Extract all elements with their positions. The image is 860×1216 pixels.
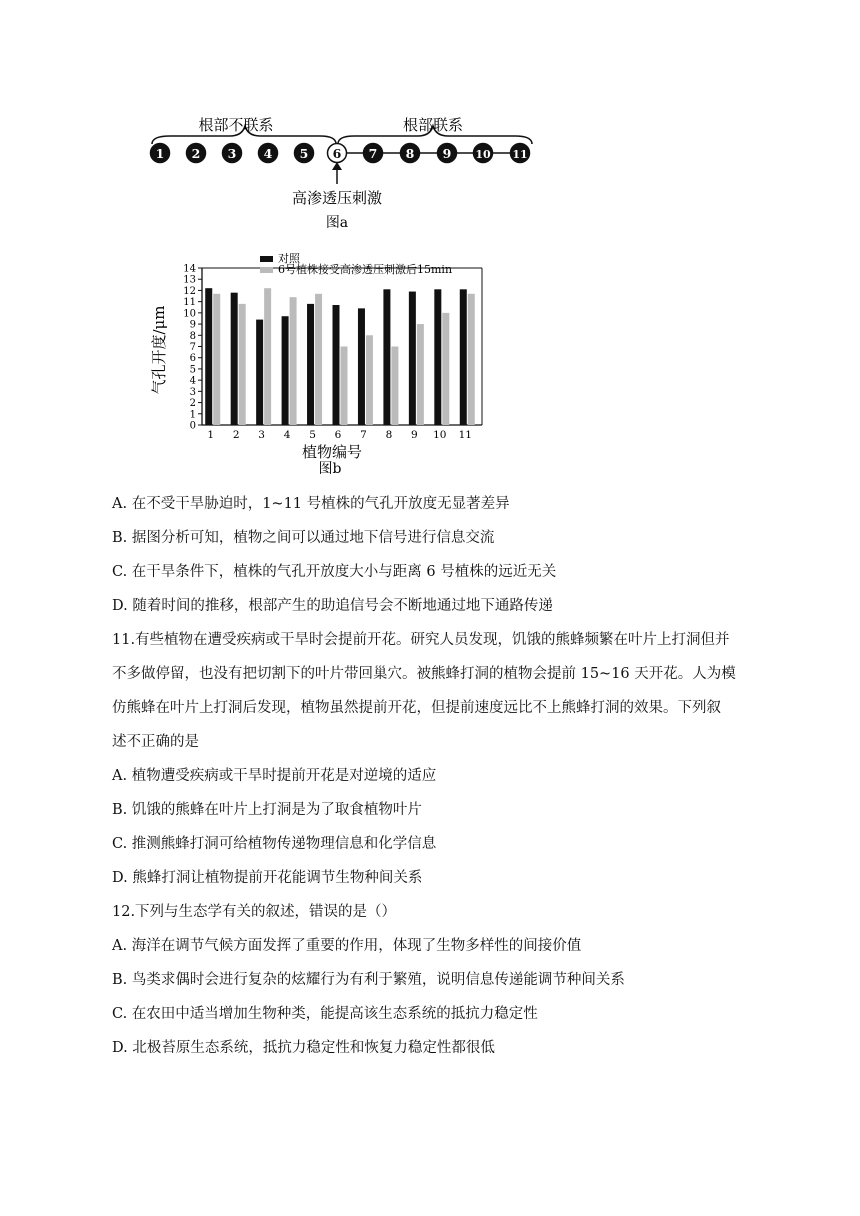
figure-a [140,110,560,235]
y-tick-label: 11 [183,297,196,309]
stimulus-arrow-head [332,162,342,170]
q12-option-a [112,936,581,956]
option-letter: A. [112,938,128,954]
bar-series-1-plant-6 [333,305,340,425]
y-tick-label: 14 [183,263,196,275]
bar-series-2-plant-7 [366,335,373,425]
option-text: 据图分析可知，植物之间可以通过地下信号进行信息交流 [131,530,495,546]
option-letter: C. [112,1006,128,1022]
bar-series-2-plant-10 [442,313,449,425]
plant-node-7 [364,144,383,163]
y-tick-label: 13 [183,274,196,286]
x-tick-label: 2 [232,429,240,441]
option-text: 海洋在调节气候方面发挥了重要的作用，体现了生物多样性的间接价值 [131,938,582,954]
plant-node-11 [511,144,530,163]
option-text: 植物遭受疾病或干旱时提前开花是对逆境的适应 [131,768,437,784]
bar-series-2-plant-2 [239,304,246,425]
y-tick-label: 4 [189,375,196,387]
q11-stem-line-2: 不多做停留，也没有把切割下的叶片带回巢穴。被熊蜂打洞的植物会提前 15~16 天开花。人为模 [112,666,736,682]
option-letter: B. [112,530,128,546]
bar-series-2-plant-6 [341,347,348,426]
bar-series-1-plant-1 [205,288,212,425]
y-tick-label: 3 [189,386,196,398]
plant-node-6 [328,144,347,163]
bar-series-1-plant-2 [231,293,238,425]
q11-option-b [112,800,422,820]
bar-series-1-plant-10 [434,289,441,425]
q11-stem-line-4: 述不正确的是 [112,734,199,750]
legend-label-1: 对照 [278,252,300,265]
node-label: 7 [368,146,378,161]
q11-option-a [112,766,436,786]
figure-a-caption: 图a [325,215,349,231]
option-letter: C. [112,836,128,852]
y-tick-label: 8 [189,330,196,342]
y-tick-label: 6 [189,353,196,365]
x-tick-label: 1 [207,429,215,441]
plant-node-4 [259,144,278,163]
option-letter: A. [112,496,128,512]
x-tick-label: 10 [433,429,447,441]
option-letter: D. [112,870,128,886]
bar-series-2-plant-1 [213,294,220,425]
plant-node-2 [187,144,206,163]
plant-node-3 [223,144,242,163]
node-label: 2 [191,146,201,161]
plant-node-5 [295,144,314,163]
bar-series-1-plant-9 [409,292,416,425]
x-tick-label: 11 [458,429,472,441]
y-tick-label: 10 [183,308,196,320]
bar-series-2-plant-8 [391,347,398,426]
bar-series-1-plant-8 [383,289,390,425]
q11-stem-line-1: 11.有些植物在遭受疾病或干旱时会提前开花。研究人员发现，饥饿的熊蜂频繁在叶片上打洞但并 [112,632,730,648]
q11-option-c [112,834,436,854]
y-tick-label: 7 [189,342,196,353]
option-letter: B. [112,802,128,818]
option-text: 在不受干旱胁迫时，1~11 号植株的气孔开放度无显著差异 [131,496,510,512]
node-label: 3 [227,146,237,161]
bar-series-2-plant-5 [315,294,322,425]
plant-node-10 [474,144,493,163]
option-letter: D. [112,598,128,614]
node-label: 11 [512,148,528,161]
option-letter: C. [112,564,128,580]
plant-node-9 [438,144,457,163]
option-text: 随着时间的推移，根部产生的助追信号会不断地通过地下通路传递 [132,598,553,614]
y-tick-label: 0 [189,420,196,432]
bar-series-1-plant-5 [307,304,314,425]
node-label: 5 [299,146,309,161]
x-tick-label: 6 [334,429,342,441]
q10-option-b [112,528,494,548]
option-text: 熊蜂打洞让植物提前开花能调节生物种间关系 [132,870,423,886]
right-brace-label: 根部联系 [402,116,464,134]
y-tick-label: 2 [189,398,196,410]
q12-stem: 12.下列与生态学有关的叙述，错误的是（） [112,904,397,920]
q12-option-c [112,1004,538,1024]
y-tick-label: 5 [189,364,196,376]
plant-node-1 [151,144,170,163]
node-label: 6 [332,146,342,161]
q11-stem-line-3: 仿熊蜂在叶片上打洞后发现，植物虽然提前开花，但提前速度远比不上熊蜂打洞的效果。下列叙 [112,700,721,716]
node-label: 9 [442,146,452,161]
option-text: 推测熊蜂打洞可给植物传递物理信息和化学信息 [131,836,437,852]
option-text: 在干旱条件下，植株的气孔开放度大小与距离 6 号植株的远近无关 [131,564,557,580]
x-tick-label: 4 [283,429,291,441]
x-tick-label: 9 [411,429,418,441]
q12-option-b [112,970,625,990]
legend-swatch-2 [260,267,273,273]
legend-label-2: 6号植株接受高渗透压刺激后15min [278,263,453,276]
option-letter: A. [112,768,128,784]
x-tick-label: 8 [385,429,393,441]
figure-b-chart [150,250,510,480]
x-tick-label: 5 [309,429,316,441]
bar-series-2-plant-3 [264,288,271,425]
q12-option-d [112,1038,495,1058]
bar-series-2-plant-9 [417,324,424,425]
q10-option-d [112,596,553,616]
y-tick-label: 1 [189,409,196,421]
bar-series-1-plant-7 [358,308,365,425]
option-letter: D. [112,1040,128,1056]
node-label: 8 [405,146,415,161]
node-label: 1 [155,146,165,161]
q11-option-d [112,868,422,888]
y-tick-label: 9 [189,319,196,331]
node-label: 10 [475,148,491,161]
q10-option-a [112,494,510,514]
plant-node-8 [401,144,420,163]
bar-series-1-plant-3 [256,320,263,425]
bar-series-1-plant-4 [282,316,289,425]
node-label: 4 [263,146,273,161]
bar-series-2-plant-11 [468,294,475,425]
x-tick-label: 7 [360,429,367,441]
bar-series-1-plant-11 [460,289,467,425]
left-brace-label: 根部不联系 [198,116,274,134]
option-text: 饥饿的熊蜂在叶片上打洞是为了取食植物叶片 [131,802,422,818]
option-text: 在农田中适当增加生物种类，能提高该生态系统的抵抗力稳定性 [131,1006,538,1022]
chart-bars [205,288,475,425]
stimulus-label: 高渗透压刺激 [291,189,383,207]
bar-series-2-plant-4 [290,297,297,425]
figure-b-caption: 图b [318,461,342,477]
chart-legend [260,251,452,276]
option-letter: B. [112,972,128,988]
option-text: 北极苔原生态系统，抵抗力稳定性和恢复力稳定性都很低 [132,1040,495,1056]
x-axis-label: 植物编号 [301,443,363,461]
y-axis-label: 气孔开度/μm [150,305,168,395]
q10-option-c [112,562,556,582]
y-tick-label: 12 [183,285,196,297]
option-text: 鸟类求偶时会进行复杂的炫耀行为有利于繁殖，说明信息传递能调节种间关系 [131,972,625,988]
x-tick-label: 3 [258,429,265,441]
legend-swatch-1 [260,256,273,262]
